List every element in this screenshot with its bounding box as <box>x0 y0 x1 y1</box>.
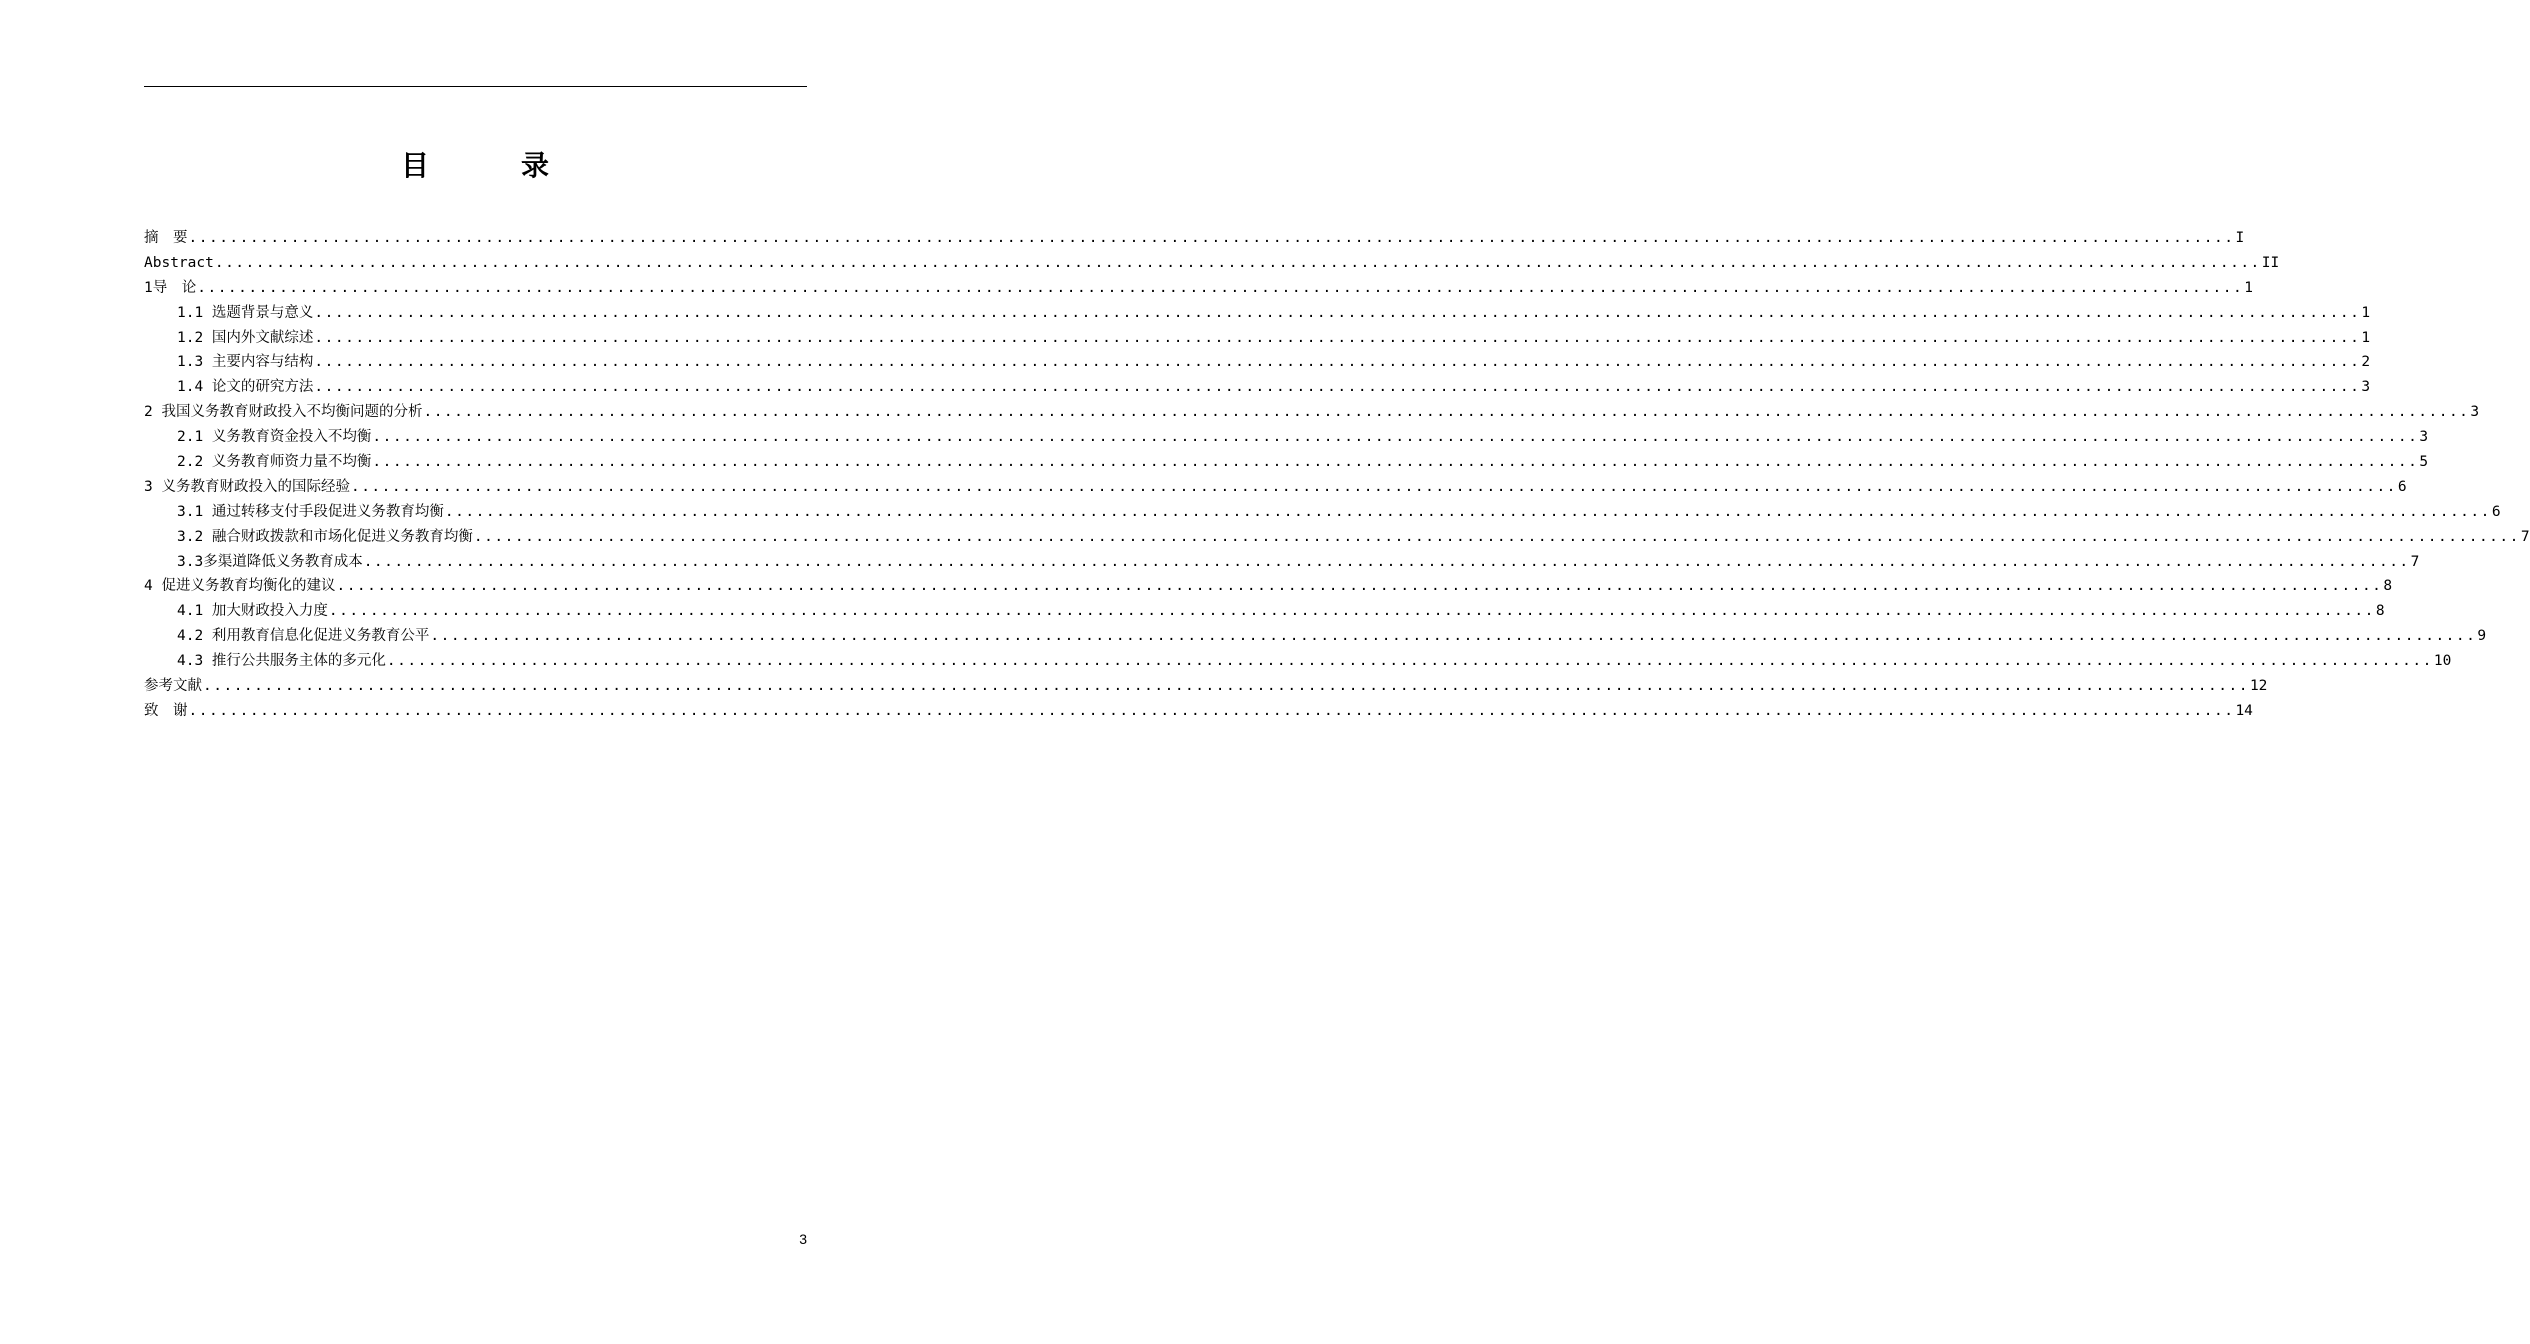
header-rule <box>144 86 807 87</box>
page-number: 3 <box>799 1231 807 1247</box>
toc-entry-page: 8 <box>2383 578 2393 595</box>
toc-entry[interactable] <box>144 475 2407 500</box>
toc-entry-label: 4.3 推行公共服务主体的多元化 <box>177 653 386 670</box>
toc-entry[interactable] <box>144 674 2268 699</box>
toc-entry-label: 1.3 主要内容与结构 <box>177 354 314 371</box>
toc-entry-page: 1 <box>2244 279 2253 296</box>
toc-entry[interactable] <box>144 649 2452 674</box>
toc-entry[interactable] <box>144 574 2393 599</box>
toc-dot-leader: ........................................................................................................................................................................................................ <box>473 528 2520 545</box>
toc-dot-leader: ........................................................................................................................................................................................................ <box>188 702 2235 719</box>
toc-dot-leader: ........................................................................................................................................................................................................ <box>363 553 2410 570</box>
toc-entry-label: 致 谢 <box>144 702 188 719</box>
toc-title: 目 录 <box>400 149 581 182</box>
toc-dot-leader: ........................................................................................................................................................................................................ <box>423 404 2470 421</box>
toc-dot-leader: ........................................................................................................................................................................................................ <box>197 279 2244 296</box>
toc-entry-label: 1.4 论文的研究方法 <box>177 379 314 396</box>
toc-entry-page: 3 <box>2361 379 2371 396</box>
toc-entry-page: 8 <box>2375 603 2385 620</box>
toc-dot-leader: ........................................................................................................................................................................................................ <box>328 603 2375 620</box>
toc-entry-label: 摘 要 <box>144 230 188 246</box>
toc-dot-leader: ........................................................................................................................................................................................................ <box>188 230 2235 246</box>
toc-entry[interactable] <box>144 375 2371 400</box>
toc-entry[interactable] <box>144 251 2280 276</box>
toc-entry-label: 2.2 义务教育师资力量不均衡 <box>177 454 372 471</box>
toc-entry-label: 1.2 国内外文献综述 <box>177 329 314 346</box>
toc-entry-page: 14 <box>2235 702 2253 719</box>
toc-entry-label: 4.2 利用教育信息化促进义务教育公平 <box>177 628 430 645</box>
toc-entry-label: Abstract <box>144 254 214 271</box>
toc-dot-leader: ........................................................................................................................................................................................................ <box>372 454 2419 471</box>
toc-entry[interactable] <box>144 699 2253 724</box>
toc-dot-leader: ........................................................................................................................................................................................................ <box>314 304 2361 321</box>
toc-entry-label: 1.1 选题背景与意义 <box>177 304 314 321</box>
toc-entry-page: 12 <box>2249 678 2268 695</box>
toc-dot-leader: ........................................................................................................................................................................................................ <box>314 329 2361 346</box>
toc-entry-label: 参考文献 <box>144 678 202 695</box>
toc-entry[interactable] <box>144 599 2385 624</box>
toc-entry-page: II <box>2261 254 2280 271</box>
toc-entry[interactable] <box>144 276 2253 301</box>
toc-entry-page: 3 <box>2470 404 2480 421</box>
toc-dot-leader: ........................................................................................................................................................................................................ <box>203 678 2249 695</box>
toc-entry-page: 3 <box>2419 429 2429 446</box>
toc-entry[interactable] <box>144 425 2429 450</box>
toc-entry-page: 7 <box>2520 528 2530 545</box>
toc-dot-leader: ........................................................................................................................................................................................................ <box>350 478 2397 495</box>
toc-dot-leader: ........................................................................................................................................................................................................ <box>336 578 2383 595</box>
toc-entry-page: 10 <box>2433 653 2452 670</box>
toc-dot-leader: ........................................................................................................................................................................................................ <box>386 653 2433 670</box>
toc-entry[interactable] <box>144 326 2371 351</box>
toc-entry-label: 4.1 加大财政投入力度 <box>177 603 328 620</box>
toc-dot-leader: ........................................................................................................................................................................................................ <box>314 354 2361 371</box>
toc-entry[interactable] <box>144 301 2371 326</box>
toc-entry-label: 3.1 通过转移支付手段促进义务教育均衡 <box>177 503 444 520</box>
toc-entry[interactable] <box>144 624 2487 649</box>
toc-entry-label: 2 我国义务教育财政投入不均衡问题的分析 <box>144 404 423 421</box>
toc-entry-page: 1 <box>2361 304 2371 321</box>
toc-entry[interactable] <box>144 350 2371 375</box>
toc-entry-label: 3.3多渠道降低义务教育成本 <box>177 553 363 570</box>
toc-entry-label: 4 促进义务教育均衡化的建议 <box>144 578 336 595</box>
toc-entry-label: 3 义务教育财政投入的国际经验 <box>144 478 350 495</box>
toc-dot-leader: ........................................................................................................................................................................................................ <box>314 379 2361 396</box>
toc-entry-page: 2 <box>2361 354 2371 371</box>
toc-entry[interactable] <box>144 226 2245 251</box>
table-of-contents <box>144 226 2530 724</box>
toc-dot-leader: ........................................................................................................................................................................................................ <box>444 503 2491 520</box>
toc-entry-page: 6 <box>2491 503 2501 520</box>
toc-entry[interactable] <box>144 400 2480 425</box>
toc-entry-page: I <box>2235 230 2245 246</box>
toc-entry-label: 3.2 融合财政拨款和市场化促进义务教育均衡 <box>177 528 473 545</box>
toc-entry-page: 9 <box>2477 628 2487 645</box>
toc-entry-label: 1导 论 <box>144 279 197 296</box>
toc-dot-leader: ........................................................................................................................................................................................................ <box>214 254 2261 271</box>
toc-dot-leader: ........................................................................................................................................................................................................ <box>430 628 2477 645</box>
toc-entry-page: 1 <box>2361 329 2371 346</box>
toc-entry[interactable] <box>144 450 2429 475</box>
toc-entry[interactable] <box>144 500 2501 525</box>
toc-entry[interactable] <box>144 550 2420 575</box>
toc-dot-leader: ........................................................................................................................................................................................................ <box>372 429 2419 446</box>
toc-entry[interactable] <box>144 525 2530 550</box>
toc-entry-page: 5 <box>2419 454 2429 471</box>
toc-entry-page: 6 <box>2397 478 2407 495</box>
toc-entry-label: 2.1 义务教育资金投入不均衡 <box>177 429 372 446</box>
toc-entry-page: 7 <box>2410 553 2420 570</box>
